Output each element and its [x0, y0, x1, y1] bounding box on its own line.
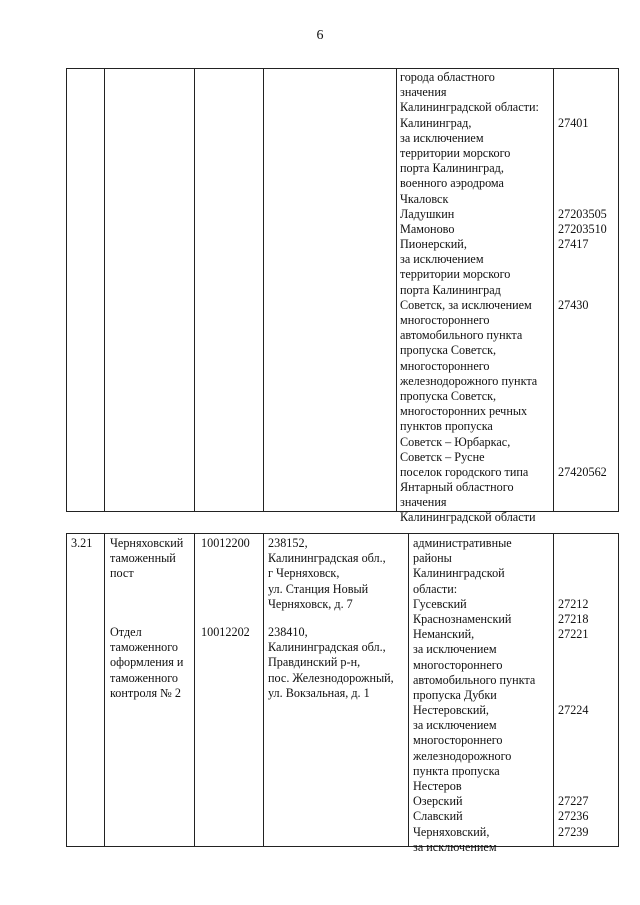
territory-line: за исключением	[400, 130, 484, 145]
oktmo-code	[558, 582, 588, 597]
territory-line: многостороннего	[413, 657, 503, 672]
col-address	[263, 69, 396, 511]
oktmo-code	[558, 313, 607, 328]
oktmo-code	[558, 419, 607, 434]
oktmo-code	[558, 283, 607, 298]
col-territory	[396, 69, 553, 525]
oktmo-code: 27212	[558, 596, 589, 611]
territory-line: порта Калининград	[400, 282, 501, 297]
page-number: 6	[316, 28, 324, 43]
oktmo-code	[558, 658, 588, 673]
territory-line: районы	[413, 551, 452, 566]
territory-line: военного аэродрома	[400, 176, 504, 191]
territory-line: многосторонних речных	[400, 404, 528, 419]
territory-line: административные	[413, 536, 512, 550]
post-code-1: 10012200	[201, 536, 250, 550]
col-number	[67, 69, 104, 511]
territory-line: пункта пропуска	[413, 763, 500, 778]
territory-line: территории морского	[400, 267, 511, 282]
oktmo-code	[558, 510, 607, 525]
oktmo-code	[558, 192, 607, 207]
oktmo-code	[558, 85, 607, 100]
col-address	[263, 534, 408, 846]
col-territory	[408, 534, 553, 854]
territory-line: значения	[400, 85, 447, 100]
territory-line: Краснознаменский	[413, 611, 512, 626]
address-2: 238410, Калининградская обл., Правдинский р-н, пос. Железнодорожный, ул. Вокзальная, д. 1	[268, 625, 394, 700]
territory-line: Озерский	[413, 794, 463, 809]
oktmo-code	[558, 450, 607, 465]
territory-line: Калининградской области:	[400, 100, 539, 115]
oktmo-code	[558, 480, 607, 495]
oktmo-code	[558, 566, 588, 581]
oktmo-code	[558, 359, 607, 374]
territory-line: автомобильного пункта	[400, 328, 523, 343]
oktmo-code	[558, 718, 588, 733]
territory-line: пунктов пропуска	[400, 419, 493, 434]
territory-line: пропуска Советск,	[400, 343, 497, 358]
territory-line: Калининградской области	[400, 510, 536, 525]
oktmo-codes	[558, 536, 588, 855]
post-code-2: 10012202	[201, 625, 250, 639]
territory-line: территории морского	[400, 145, 511, 160]
territory-text	[400, 70, 539, 526]
oktmo-code	[558, 131, 607, 146]
territory-line: многостороннего	[413, 733, 503, 748]
territory-line: Черняховский,	[413, 824, 490, 839]
oktmo-code	[558, 267, 607, 282]
address-1: 238152, Калининградская обл., г Черняховск, ул. Станция Новый Черняховск, д. 7	[268, 536, 386, 611]
territory-line: многостороннего	[400, 313, 490, 327]
col-oktmo-code	[553, 534, 620, 846]
territory-line: Калининград,	[400, 115, 472, 130]
oktmo-code	[558, 536, 588, 551]
oktmo-code: 27203510	[558, 221, 607, 236]
territory-line: автомобильного пункта	[413, 672, 536, 687]
oktmo-code: 27430	[558, 297, 589, 312]
oktmo-code	[558, 252, 607, 267]
territory-line: пропуска Дубки	[413, 687, 497, 702]
territory-line: Чкаловск	[400, 191, 449, 206]
oktmo-code	[558, 840, 588, 855]
oktmo-code	[558, 673, 588, 688]
oktmo-code	[558, 161, 607, 176]
territory-line: железнодорожного пункта	[400, 373, 538, 388]
territory-line: Советск – Юрбаркас,	[400, 434, 511, 449]
oktmo-code: 27401	[558, 115, 589, 130]
oktmo-code	[558, 328, 607, 343]
territory-line: за исключением	[400, 252, 484, 267]
territory-line: Славский	[413, 809, 463, 824]
territory-line: за исключением	[413, 642, 497, 657]
col-post-code	[194, 534, 263, 846]
oktmo-code	[558, 764, 588, 779]
territory-line: Пионерский,	[400, 237, 467, 252]
oktmo-code: 27236	[558, 809, 589, 824]
oktmo-code	[558, 343, 607, 358]
oktmo-code	[558, 100, 607, 115]
oktmo-code	[558, 435, 607, 450]
oktmo-code	[558, 495, 607, 510]
territory-line: поселок городского типа	[400, 464, 529, 479]
oktmo-code	[558, 389, 607, 404]
territory-line: Нестеровский,	[413, 703, 489, 718]
oktmo-code	[558, 779, 588, 794]
territory-line: области:	[413, 581, 458, 596]
oktmo-code: 27239	[558, 824, 589, 839]
territory-line: Неманский,	[413, 627, 475, 642]
oktmo-code: 27218	[558, 611, 589, 626]
oktmo-code	[558, 146, 607, 161]
post-name-1: Черняховский таможенный пост	[110, 536, 184, 581]
territory-line: Советск – Русне	[400, 449, 485, 464]
territory-line: Мамоново	[400, 221, 455, 236]
territory-line: железнодорожного	[413, 748, 512, 763]
territory-line: порта Калининград,	[400, 161, 504, 176]
post-name-2: Отдел таможенного оформления и таможенного контроля № 2	[110, 625, 184, 700]
oktmo-code	[558, 551, 588, 566]
territory-line: за исключением	[413, 839, 497, 854]
oktmo-code	[558, 688, 588, 703]
table-row-3-21	[66, 533, 619, 854]
territory-line: значения	[400, 495, 447, 510]
territory-line: Янтарный областного	[400, 480, 514, 495]
territory-line: за исключением	[413, 718, 497, 733]
territory-line: Нестеров	[413, 779, 462, 793]
row-number: 3.21	[71, 536, 93, 550]
oktmo-code: 27221	[558, 627, 589, 642]
territory-line: города областного	[400, 70, 495, 84]
territory-line: пропуска Советск,	[400, 388, 497, 403]
oktmo-code	[558, 70, 607, 85]
col-post-name	[104, 69, 194, 511]
territory-line: Гусевский	[413, 596, 467, 611]
territory-line: Ладушкин	[400, 206, 455, 221]
oktmo-codes	[558, 70, 607, 526]
oktmo-code	[558, 733, 588, 748]
col-post-code	[194, 69, 263, 511]
territory-line: Калининградской	[413, 566, 505, 581]
oktmo-code	[558, 176, 607, 191]
oktmo-code: 27224	[558, 703, 589, 718]
oktmo-code: 27420562	[558, 464, 607, 479]
col-post-name	[104, 534, 194, 846]
oktmo-code: 27203505	[558, 206, 607, 221]
oktmo-code	[558, 749, 588, 764]
territory-text	[413, 536, 535, 855]
oktmo-code	[558, 642, 588, 657]
table-continuation	[66, 68, 619, 525]
oktmo-code	[558, 404, 607, 419]
oktmo-code	[558, 374, 607, 389]
col-oktmo-code	[553, 69, 620, 511]
territory-line: Советск, за исключением	[400, 297, 532, 312]
oktmo-code: 27417	[558, 237, 589, 252]
oktmo-code: 27227	[558, 794, 589, 809]
col-number	[67, 534, 104, 846]
territory-line: многостороннего	[400, 358, 490, 373]
